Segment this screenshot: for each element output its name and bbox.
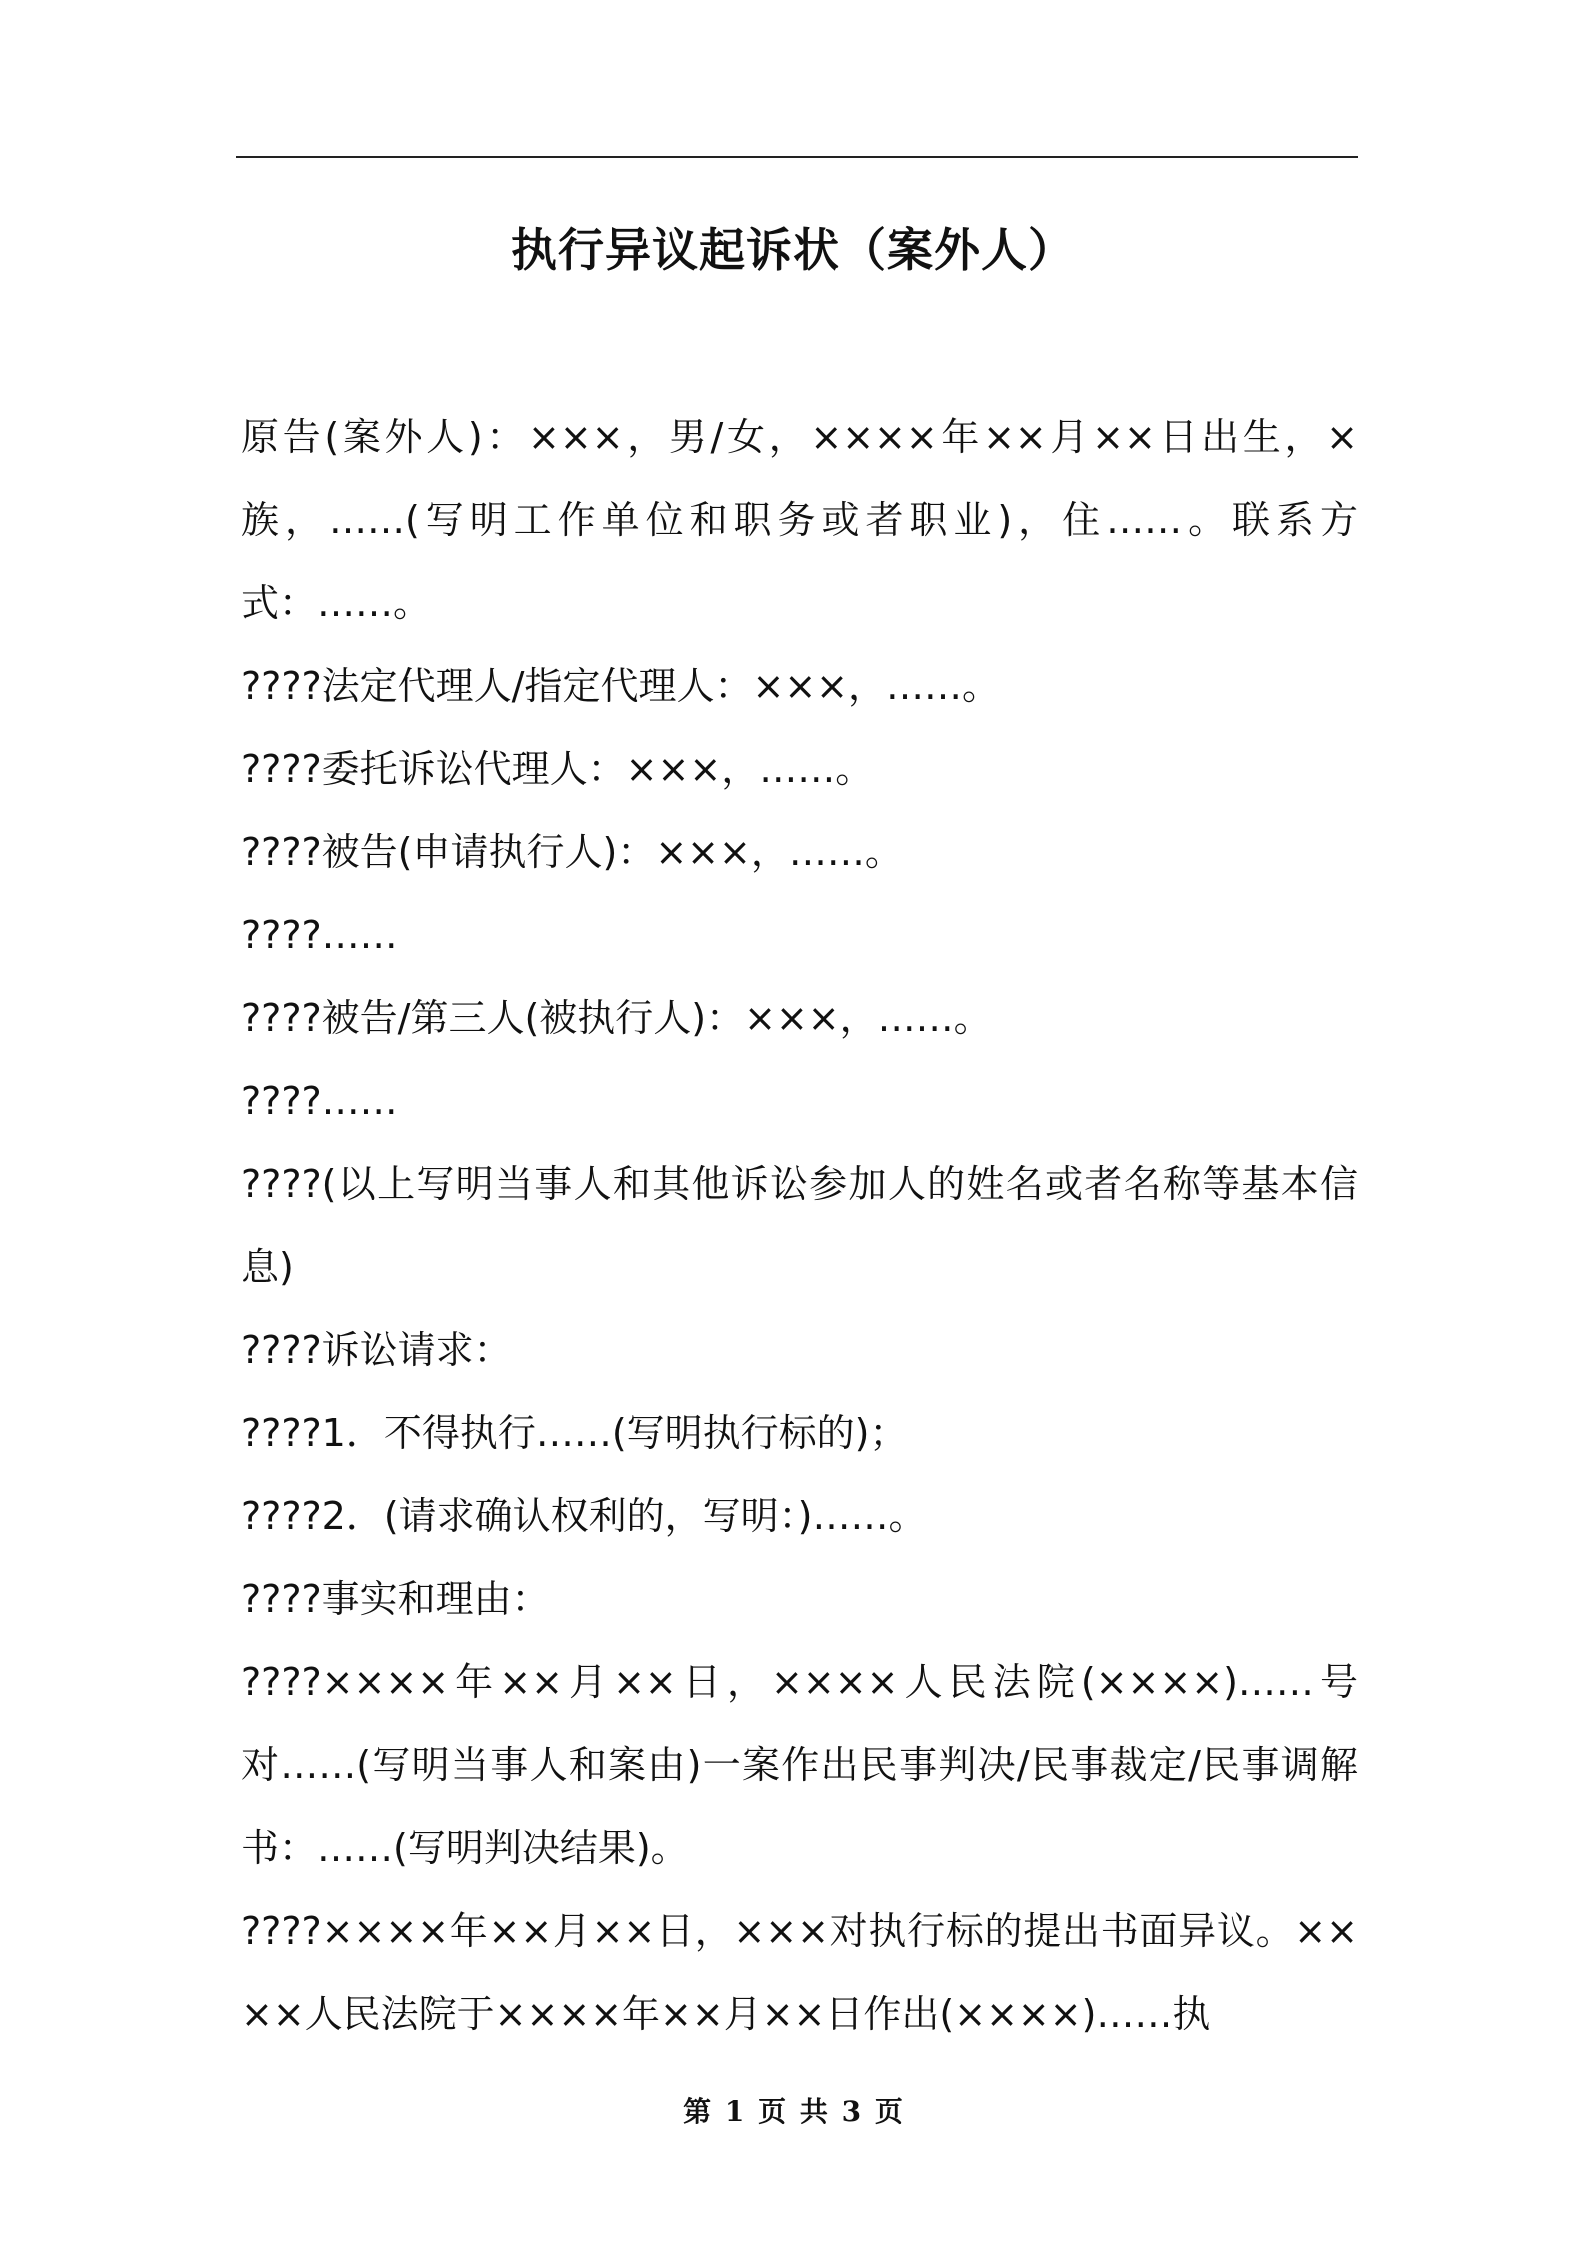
document-body bbox=[241, 396, 1358, 2056]
page-number: 第 1 页 共 3 页 bbox=[683, 2095, 903, 2128]
paragraph-plaintiff: 原告(案外人)：×××，男/女，××××年××月××日出生，×族，……(写明工作单位和职务或者职业)，住……。联系方式：……。 bbox=[241, 415, 1358, 625]
paragraph-defendant: ????被告(申请执行人)：×××，……。 bbox=[241, 830, 903, 874]
paragraph-ellipsis: ????…… bbox=[241, 913, 398, 957]
paragraph-claims-heading: ????诉讼请求： bbox=[241, 1328, 512, 1372]
paragraph-facts-heading: ????事实和理由： bbox=[241, 1577, 550, 1621]
paragraph-entrusted-agent: ????委托诉讼代理人：×××，……。 bbox=[241, 747, 874, 791]
paragraph-fact-2: ????××××年××月××日，×××对执行标的提出书面异议。××××人民法院于××××年××月××日作出(××××)……执 bbox=[241, 1909, 1358, 2036]
header-rule bbox=[236, 156, 1358, 158]
paragraph-third-party: ????被告/第三人(被执行人)：×××，……。 bbox=[241, 996, 992, 1040]
paragraph-fact-1: ????××××年××月××日，××××人民法院(××××)……号对……(写明当事人和案由)一案作出民事判决/民事裁定/民事调解书：……(写明判决结果)。 bbox=[241, 1660, 1358, 1870]
document-title: 执行异议起诉状（案外人） bbox=[511, 223, 1075, 277]
paragraph-claim-1: ????1．不得执行……(写明执行标的)； bbox=[241, 1411, 908, 1455]
paragraph-legal-agent: ????法定代理人/指定代理人：×××，……。 bbox=[241, 664, 1000, 708]
paragraph-ellipsis: ????…… bbox=[241, 1079, 398, 1123]
paragraph-parties-note: ????(以上写明当事人和其他诉讼参加人的姓名或者名称等基本信息) bbox=[241, 1162, 1358, 1289]
paragraph-claim-2: ????2．(请求确认权利的，写明：)……。 bbox=[241, 1494, 927, 1538]
